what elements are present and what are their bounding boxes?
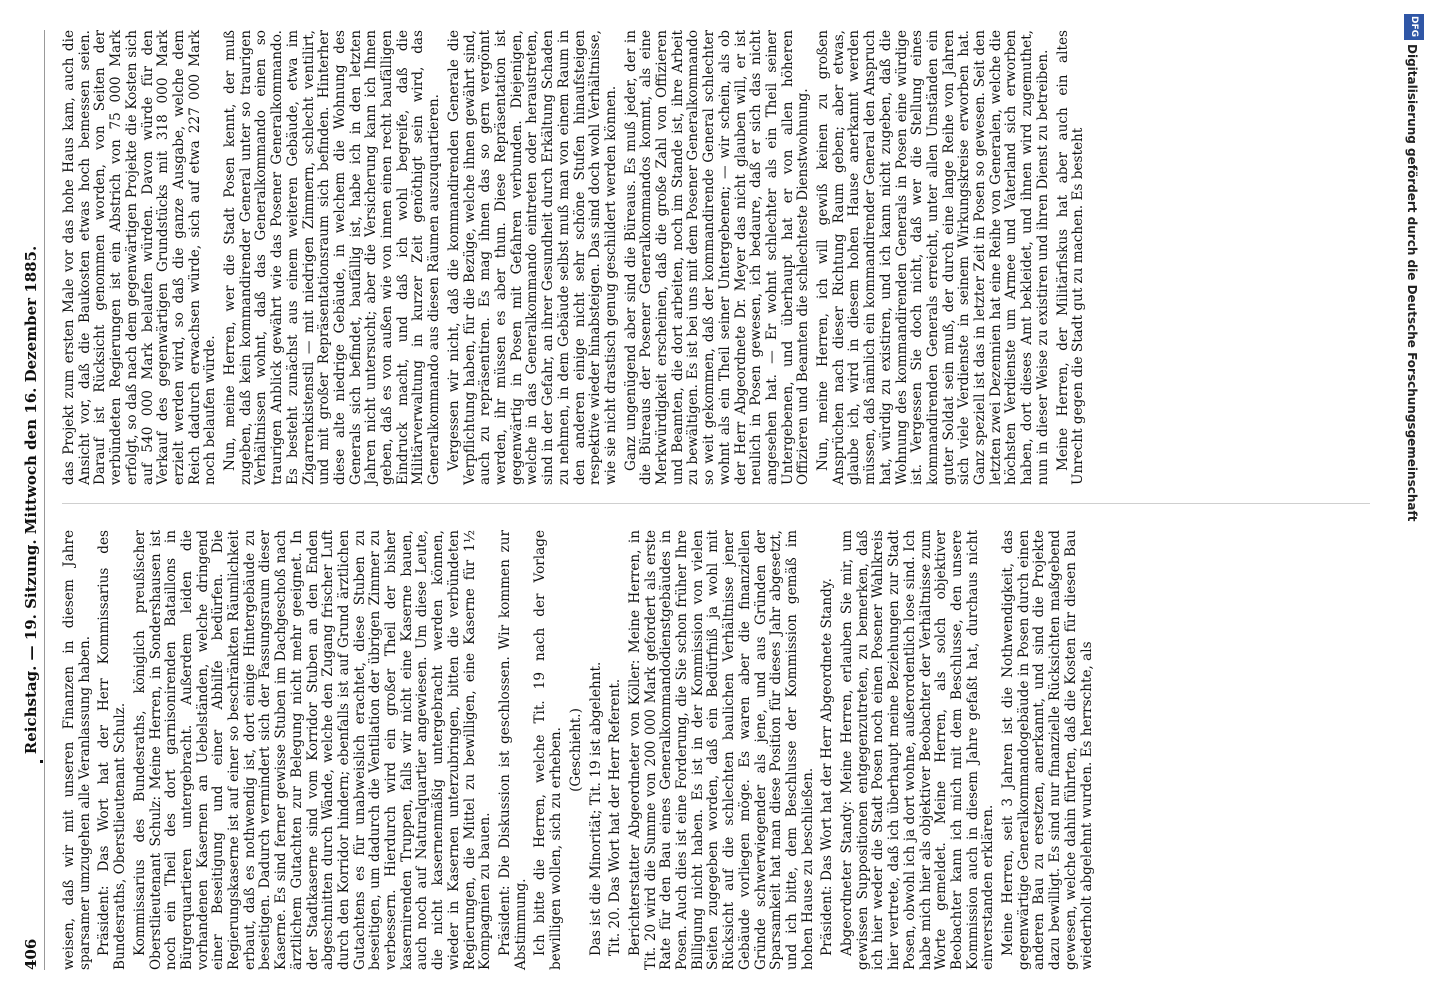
paragraph: das Projekt zum ersten Male vor das hohe Haus kam, auch die Ansicht vor, daß die Baukosten etwas hoch bemessen seien. Darauf ist Rücksicht genommen worden, von Seiten der verbündeten Regierungen ist ein Abstrich von 75 000 Mark erfolgt, so daß nach dem gegenwärtigen Projekte die Kosten sich auf 540 000 Mark belaufen würden. Davon würde für den Verkauf des gegenwärtigen Grundstücks mit 318 000 Mark erzielt werden wird, so daß die ganze Ausgabe, welche dem Reich dadurch erwachsen würde, sich auf etwa 227 000 Mark noch belaufen würde. <box>61 30 219 485</box>
paragraph: Ich bitte die Herren, welche Tit. 19 nach der Vorlage bewilligen wollen, sich zu erheben. <box>532 530 565 970</box>
paragraph: Ganz ungenügend aber sind die Büreaus. Es muß jeder, der in die Büreaus der Posener Generalkommandos kommt, als eine Merkwürdigkeit erscheinen, daß die große Zahl von Offizieren und Beamten, die dort arbeiten, noch im Stande ist, ihre Arbeit zu bewältigen. Es ist bei uns mit dem Posener Generalkommando so weit gekommen, daß der kommandirende General schlechter wohnt als ein Theil seiner Untergebenen; — wir schein, als ob der Herr Abgeordnete Dr. Meyer das nicht glauben will, er ist neulich in Posen gewesen, ich bedaure, daß er sich das nicht angesehen hat. — Er wohnt schlechter als ein Theil seiner Untergebenen, und überhaupt hat er von allen höheren Offizieren und Beamten die schlechteste Dienstwohnung. <box>622 30 812 485</box>
paragraph: Meine Herren, seit 3 Jahren ist die Nothwendigkeit, das gegenwärtige Generalkommandogebäude in Posen durch einen anderen Bau zu ersetzen, anerkannt, und sind die Projekte dazu bewilligt. Es sind nur finanzielle Rücksichten maßgebend gewesen, welche dahin führten, daß die Kosten für diesen Bau wiederholt abgelehnt wurden. Es herrschte, als <box>1000 530 1095 970</box>
paragraph: Tit. 20. Das Wort hat der Herr Referent. <box>607 678 624 956</box>
paragraph: Das ist die Minorität; Tit. 19 ist abgelehnt. <box>587 661 604 956</box>
paragraph: Präsident: Das Wort hat der Herr Kommissarius des Bundesraths, Oberstlieutenant Schulz. <box>96 530 129 970</box>
paragraph: (Geschieht.) <box>567 708 584 792</box>
paragraph: Berichterstatter Abgeordneter von Köller: Meine Herren, in Tit. 20 wird die Summe von 200 000 Mark gefordert als erste Rate für den Bau eines Generalkommandodienstgebäudes in Posen. Auch dies ist eine Forderung, die Sie schon früher Ihre Billigung nicht haben. Es ist in der Kommission von vielen Seiten zugegeben worden, daß ein Bedürfniß ja wohl mit Rücksicht auf die schlechten baulichen Verhältnisse jener Gebäude vorliegen möge. Es waren aber die finanziellen Gründe schwerwiegender als jene, und aus Gründen der Sparsamkeit hat man diese Position für dieses Jahr abgesetzt, und ich bitte, dem Beschlusse der Kommission gemäß im hohen Hause zu beschließen. <box>626 530 816 970</box>
dfg-logo: DFG <box>1404 14 1424 40</box>
text-column-right <box>62 30 1380 485</box>
running-header <box>22 30 45 970</box>
paragraph: Kommissarius des Bundesraths, königlich preußischer Oberstlieutenant Schulz: Meine Herren, in Sondershausen ist noch ein Theil des dort garnisonirenden Bataillons in Bürgerquartieren untergebracht. Außerdem leiden die vorhandenen Kasernen an Uebelständen, welche dringend einer Beseitigung und einer Abhilfe bedürfen. Die Regierungskaserne ist auf einer so beschränkten Räumlichkeit erbaut, daß es nothwendig ist, dort einige Hintergebäude zu beseitigen. Dadurch vermindert sich der Fassungsraum dieser Kaserne. Es sind ferner gewisse Stuben im Dachgeschoß nach ärztlichem Gutachten zur Belegung nicht mehr geeignet. In der Stadtkaserne sind vom Korridor Stuben an den Enden abgeschnitten durch Wände, welche den Zugang frischer Luft durch den Korridor hindern; ebenfalls ist auf Grund ärztlichen Gutachtens es für unabweislich erachtet, diese Stuben zu beseitigen, um dadurch die Ventilation der übrigen Zimmer zu verbessern. Hierdurch wird ein großer Theil der bisher kasernirenden Truppen, falls wir nicht eine Kaserne bauen, auch noch auf Naturalquartier angewiesen. Um diese Leute, die nicht kasernenmäßig untergebracht werden können, wieder in Kasernen unterzubringen, bitten die verbündeten Regierungen, die Mittel zu bewilligen, eine Kaserne für 1½ Kompagnien zu bauen. <box>131 530 494 970</box>
paragraph: weisen, daß wir mit unseren Finanzen in diesem Jahre sparsamer umzugehen alle Veranlassung haben. <box>61 530 93 970</box>
paragraph: Meine Herren, der Militärfiskus hat aber auch ein altes Unrecht gegen die Stadt gut zu machen. Es besteht <box>1054 30 1087 485</box>
paragraph: Nun, meine Herren, ich will gewiß keinen zu großen Ansprüchen nach dieser Richtung Raum geben; aber etwas, glaube ich, wird in diesem hohen Hause anerkannt werden müssen, daß nämlich ein kommandirender General den Anspruch hat, würdig zu existiren, und ich kann nicht zugeben, daß die Wohnung des kommandirenden Generals in Posen eine würdige ist. Vergessen Sie doch nicht, daß wer die Stellung eines kommandirenden Generals erreicht, unter allen Umständen ein guter Soldat sein muß, der durch eine lange Reihe von Jahren sich viele Verdienste in seinem Wirkungskreise erworben hat. Ganz speziell ist das in letzter Zeit in Posen so gewesen. Seit den letzten zwei Dezennien hat eine Reihe von Generalen, welche die höchsten Verdienste um Armee und Vaterland sich erworben haben, dort dieses Amt bekleidet, und ihnen wird zugemuthet, nun in dieser Weise zu existiren und ihren Dienst zu betreiben. <box>815 30 1051 485</box>
digitization-note: Digitalisierung gefördert durch die Deutsche Forschungsgemeinschaft <box>1405 44 1419 522</box>
scan-speck <box>40 760 43 763</box>
paragraph: Präsident: Die Diskussion ist geschlossen. Wir kommen zur Abstimmung. <box>496 530 529 970</box>
header-title: Reichstag. — 19. Sitzung. Mittwoch den 16. Dezember 1885. <box>22 245 40 755</box>
paragraph: Vergessen wir nicht, daß die kommandirenden Generale die Verpflichtung haben, für die Bezüge, welche ihnen gewährt sind, auch zu repräsentiren. Es mag ihnen das so gern vergönnt werden, ihr müssen es aber thun. Diese Repräsentation ist gegenwärtig in Posen mit Gefahren verbunden. Diejenigen, welche in das Generalkommando eintreten oder heraustreten, sind in der Gefahr, an ihrer Gesundheit durch Erkältung Schaden zu nehmen, in dem Gebäude selbst muß man von einem Raum in den anderen einige nicht sehr schöne Stufen hinaufsteigen respektive wieder hinabsteigen. Das sind doch wohl Verhältnisse, wie sie nicht drastisch genug geschildert werden können. <box>445 30 619 485</box>
column-divider <box>62 503 1370 504</box>
paragraph: Abgeordneter Standy: Meine Herren, erlauben Sie mir, um gewissen Suppositionen entgegenzutreten, zu bemerken, daß ich hier weder die Stadt Posen noch einen Posener Wahlkreis hier vertrete, daß ich überhaupt meine Beziehungen zur Stadt Posen, obwohl ich ja dort wohne, außerordentlich lose sind. Ich habe mich hier als objektiver Beobachter der Verhältnisse zum Worte gemeldet. Meine Herren, als solch objektiver Beobachter kann ich mich mit dem Beschlusse, den unsere Kommission auch in diesem Jahre gefaßt hat, durchaus nicht einverstanden erklären. <box>839 530 997 970</box>
dfg-strip <box>1396 0 1432 1000</box>
text-column-left <box>62 530 1380 970</box>
paragraph: Nun, meine Herren, wer die Stadt Posen kennt, der muß zugeben, daß kein kommandirender General unter so traurigen Verhältnissen wohnt, daß das Generalkommando einen so traurigen Anblick gewährt wie das Posener Generalkommando. Es besteht zunächst aus einem weiteren Gebäude, etwa im Zigarrenkistenstil — mit niedrigen Zimmern, schlecht ventilirt, und mit großer Repräsentationsraum sich befinden. Hinterher diese alte niedrige Gebäude, in welchem die Wohnung des Generals sich befindet, baufällig ist, habe ich in den letzten Jahren nicht untersucht; aber die Versicherung kann ich Ihnen geben, daß es von außen wie von innen einen recht baufälligen Eindruck macht, und daß ich wohl begreife, daß die Militärverwaltung in kurzer Zeit genöthigt sein wird, das Generalkommando aus diesen Räumen auszuquartieren. <box>222 30 443 485</box>
page-number: 406 <box>22 938 40 970</box>
paragraph: Präsident: Das Wort hat der Herr Abgeordnete Standy. <box>819 578 836 956</box>
